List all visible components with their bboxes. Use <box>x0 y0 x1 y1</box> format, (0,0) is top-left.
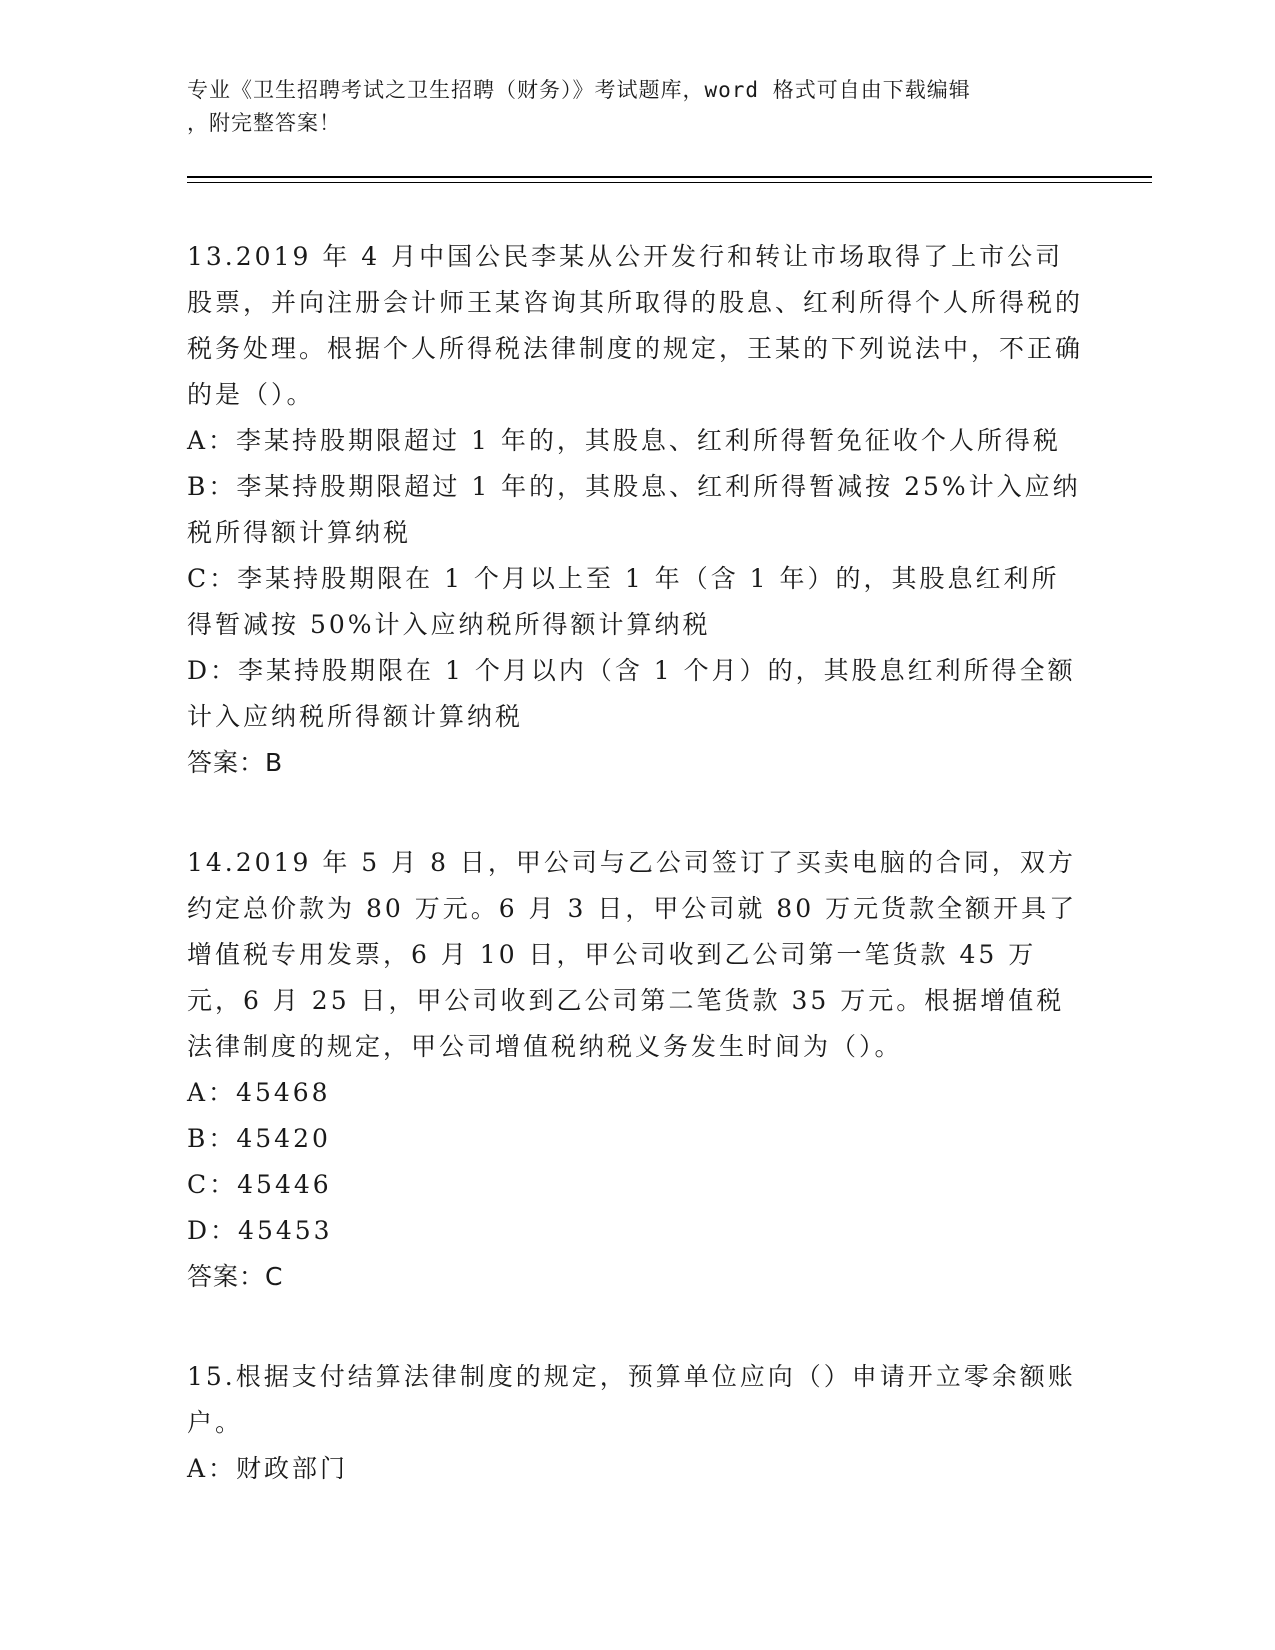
option-c: C：45446 <box>187 1170 332 1199</box>
question-text: 13.2019 年 4 月中国公民李某从公开发行和转让市场取得了上市公司股票，并向注册会计师王某咨询其所取得的股息、红利所得个人所得税的税务处理。根据个人所得税法律制度的规定，王某的下列说法中，不正确的是（）。 <box>187 242 1084 409</box>
header-line-2: ，附完整答案！ <box>187 111 341 135</box>
question-text: 15.根据支付结算法律制度的规定，预算单位应向（）申请开立零余额账户。 <box>187 1362 1076 1437</box>
header-divider-thick <box>187 176 1152 178</box>
question-13 <box>187 234 1087 786</box>
option-a: A：45468 <box>187 1078 331 1107</box>
document-header <box>187 74 1087 140</box>
question-14 <box>187 840 1087 1300</box>
option-d: D：45453 <box>187 1216 333 1245</box>
answer-label: 答案：B <box>187 748 284 777</box>
option-d: D：李某持股期限在 1 个月以内（含 1 个月）的，其股息红利所得全额计入应纳税所得额计算纳税 <box>187 656 1076 731</box>
question-list <box>187 234 1087 1546</box>
header-line-1: 专业《卫生招聘考试之卫生招聘（财务）》考试题库，word 格式可自由下载编辑 <box>187 78 971 102</box>
answer-label: 答案：C <box>187 1262 284 1291</box>
question-text: 14.2019 年 5 月 8 日，甲公司与乙公司签订了买卖电脑的合同，双方约定总价款为 80 万元。6 月 3 日，甲公司就 80 万元货款全额开具了增值税专用发票，6 月 10 日，甲公司收到乙公司第一笔货款 45 万元，6 月 25 日，甲公司收到乙公司第二笔货款 35 万元。根据增值税法律制度的规定，甲公司增值税纳税义务发生时间为（）。 <box>187 848 1078 1061</box>
header-divider-thin <box>187 182 1152 183</box>
question-15 <box>187 1354 1087 1492</box>
option-b: B：李某持股期限超过 1 年的，其股息、红利所得暂减按 25%计入应纳税所得额计算纳税 <box>187 472 1081 547</box>
option-a: A：财政部门 <box>187 1454 349 1483</box>
option-c: C：李某持股期限在 1 个月以上至 1 年（含 1 年）的，其股息红利所得暂减按 50%计入应纳税所得额计算纳税 <box>187 564 1060 639</box>
option-a: A：李某持股期限超过 1 年的，其股息、红利所得暂免征收个人所得税 <box>187 426 1061 455</box>
option-b: B：45420 <box>187 1124 331 1153</box>
